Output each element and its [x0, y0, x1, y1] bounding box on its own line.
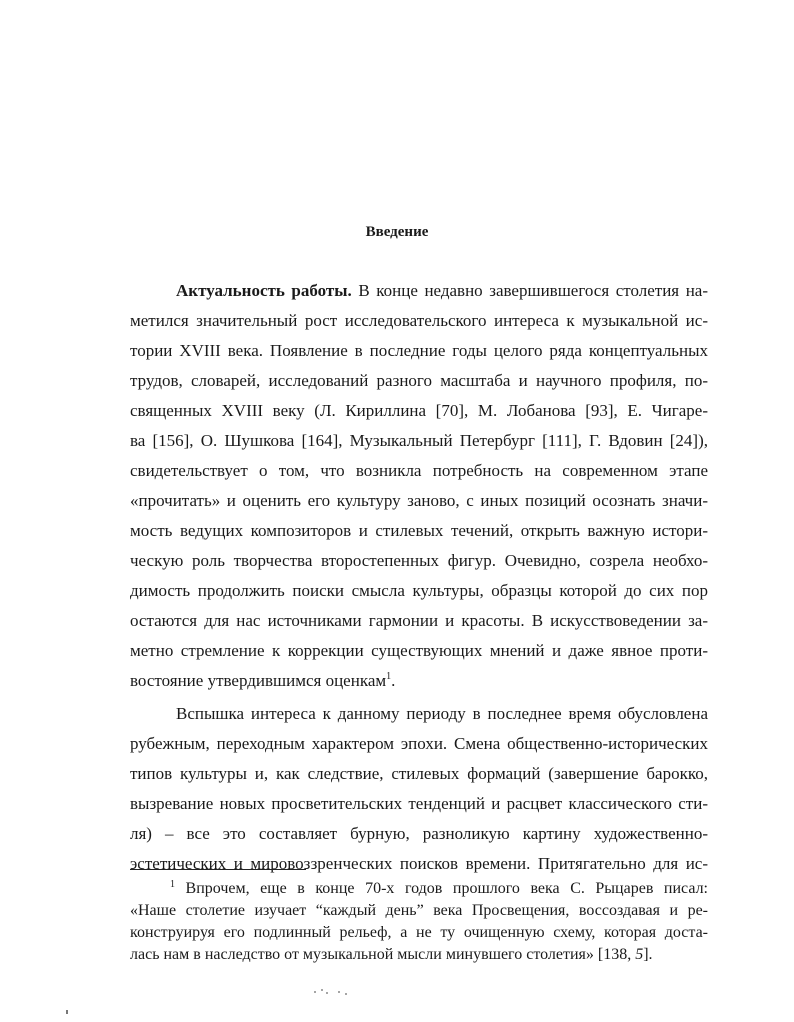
cite-close: ]. — [643, 946, 653, 963]
paragraph-1-line-6: ва [156], О. Шушкова [164], Музыкальный Петербург [111], Г. Вдовин [24]), — [130, 431, 708, 450]
footnote-number: 1 — [170, 879, 175, 890]
footnote-line-1 — [170, 878, 708, 900]
paragraph-1-line-10: ческую роль творчества второстепенных фигур. Очевидно, созрела необхо- — [130, 551, 708, 570]
paragraph-1-line-14 — [130, 666, 708, 695]
paragraph-1-line-5: священных XVIII веку (Л. Кириллина [70], М. Лобанова [93], Е. Чигаре- — [130, 401, 708, 420]
paragraph-1-line-7: свидетельствует о том, что возникла потребность на современном этапе — [130, 461, 708, 480]
section-heading: Введение — [365, 224, 429, 240]
line-text: востояние утвердившимся оценкам — [130, 671, 387, 690]
paragraph-1-line-12: остаются для нас источниками гармонии и красоты. В искусствоведении за- — [130, 611, 708, 630]
paragraph-1-line-9: мость ведущих композиторов и стилевых течений, открыть важную истори- — [130, 521, 708, 540]
scan-margin-mark — [66, 1010, 68, 1014]
footnote-separator — [130, 869, 306, 870]
footnote-reference[interactable]: 1 — [386, 671, 392, 682]
paragraph-2-line-3: типов культуры и, как следствие, стилевых формаций (завершение барокко, — [130, 764, 708, 783]
scan-specks — [312, 988, 352, 996]
paragraph-1-line-8: «прочитать» и оценить его культуру заново, с иных позиций осознать значи- — [130, 491, 708, 510]
paragraph-1-line-2: метился значительный рост исследовательского интереса к музыкальной ис- — [130, 311, 708, 330]
paragraph-1-line-1 — [176, 276, 708, 305]
footnote-line-3: конструируя его подлинный рельеф, а не ту очищенную схему, которая доста- — [130, 924, 708, 941]
paragraph-2-line-6: эстетических и мировоззренческих поисков времени. Притягательно для ис- — [130, 854, 708, 873]
footnote-line-2: «Наше столетие изучает “каждый день” века Просвещения, воссоздавая и ре- — [130, 902, 708, 919]
paragraph-2-line-1: Вспышка интереса к данному периоду в последнее время обусловлена — [176, 704, 708, 723]
paragraph-2-line-4: вызревание новых просветительских тенденций и расцвет классического сти- — [130, 794, 708, 813]
end-punctuation: . — [391, 671, 396, 690]
line-text: Впрочем, еще в конце 70-х годов прошлого века С. Рыцарев писал: — [185, 880, 709, 897]
bold-lead: Актуальность работы. — [176, 281, 352, 300]
cite-page: 5 — [635, 946, 644, 963]
footnote-line-4 — [130, 944, 708, 966]
paragraph-1-line-3: тории XVIII века. Появление в последние годы целого ряда концептуальных — [130, 341, 708, 360]
paragraph-2-line-5: ля) – все это составляет бурную, разноликую картину художественно- — [130, 824, 708, 843]
paragraph-2-line-2: рубежным, переходным характером эпохи. Смена общественно-исторических — [130, 734, 708, 753]
line-text: В конце недавно завершившегося столетия на- — [358, 281, 708, 300]
paragraph-1-line-13: метно стремление к коррекции существующих мнений и даже явное проти- — [130, 641, 708, 660]
line-text: лась нам в наследство от музыкальной мысли минувшего столетия» [138, — [130, 946, 636, 963]
paragraph-1-line-11: димость продолжить поиски смысла культуры, образцы которой до сих пор — [130, 581, 708, 600]
paragraph-1-line-4: трудов, словарей, исследований разного масштаба и научного профиля, по- — [130, 371, 708, 390]
